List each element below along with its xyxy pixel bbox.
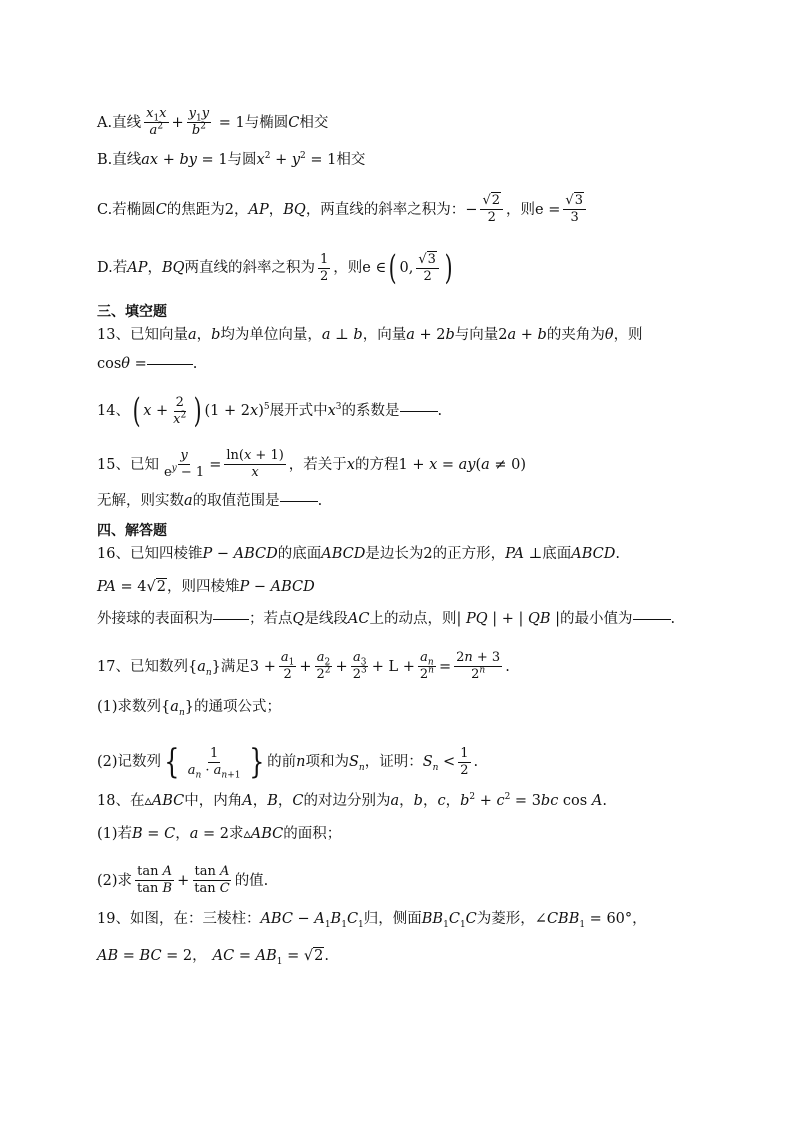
text: 18、在 <box>97 793 145 809</box>
text: . <box>670 611 676 627</box>
math: a + 2b <box>406 327 455 343</box>
math: ax + by = 1 <box>141 152 228 168</box>
text: 的取值范围是 <box>192 493 280 509</box>
math: cosθ = <box>97 356 147 372</box>
text: . <box>602 793 607 809</box>
math: e ∈ <box>362 260 387 276</box>
text: (1)求数列 <box>97 699 162 715</box>
fraction: $\frac{2n + 3}{2^n}$ <box>456 650 501 682</box>
text: 的焦距为2， <box>166 201 249 218</box>
fraction: $\frac{\ln(x + 1)}{x}$ <box>226 448 284 480</box>
question-13-line2 <box>97 354 714 374</box>
math: } <box>248 742 264 782</box>
text: c <box>437 793 446 809</box>
fraction: $\frac{a_2}{2^2}$ <box>316 650 331 682</box>
question-18 <box>97 791 714 811</box>
math: ( <box>388 248 397 288</box>
math: ABC − $A_1B_1C_1$ <box>260 911 364 930</box>
math: AB = BC = 2， AC = $AB_1 = √2$ <box>97 948 324 967</box>
answer-blank[interactable] <box>147 364 193 365</box>
fraction: $\frac{2}{x^2}$ <box>173 394 187 427</box>
text: b <box>413 793 423 809</box>
text: ，则 <box>613 327 643 343</box>
math: = <box>209 456 222 473</box>
math: + <box>171 114 184 131</box>
math: $\{a_n\}$ <box>161 699 194 718</box>
option-d <box>97 248 714 288</box>
math: + <box>299 658 312 675</box>
fraction: $\frac{1}{2}$ <box>460 745 469 778</box>
math: $BB_1C_1C$ <box>421 911 477 930</box>
text: ，两直线的斜率之积为： <box>305 201 466 218</box>
text: 是边长为2的正方形， <box>365 546 506 562</box>
text: . <box>437 403 443 419</box>
question-18-part1 <box>97 824 714 844</box>
math: 1 + x = ay(a ≠ 0) <box>398 456 527 473</box>
math: $b^2 + c^2 = 3bc$ cos A <box>460 792 603 809</box>
math: ) <box>444 248 453 288</box>
text: 相交 <box>299 114 329 131</box>
text: ，向量 <box>362 327 407 343</box>
math: B = C <box>132 826 176 842</box>
section-heading: 四、解答题 <box>97 523 167 539</box>
math: { <box>164 742 180 782</box>
fraction: $\frac{√3}{3}$ <box>563 193 586 226</box>
text: 的夹角为 <box>546 327 605 343</box>
text: 上的动点，则 <box>369 611 457 627</box>
text: 相交 <box>336 152 366 168</box>
text: ，证明： <box>364 754 423 770</box>
option-d-label: D.若 <box>97 260 128 276</box>
text: a <box>390 793 400 809</box>
text: 两直线的斜率之积为 <box>184 260 315 276</box>
question-16-line2 <box>97 577 714 597</box>
math: PA = 4√2 <box>97 579 166 595</box>
text: Q <box>292 611 305 627</box>
question-15 <box>97 448 714 481</box>
text: . <box>317 493 323 509</box>
text: x <box>346 456 355 473</box>
text: 项和为 <box>305 754 349 770</box>
math: ( <box>132 391 141 431</box>
option-a-label: A.直线 <box>97 114 142 131</box>
text: ，则 <box>506 201 536 218</box>
text: 19、如图，在：三棱柱： <box>97 911 261 927</box>
question-17-part1 <box>97 697 714 717</box>
text: . <box>192 356 198 372</box>
text: ABCD <box>321 546 366 562</box>
question-17-part2 <box>97 742 714 782</box>
question-16-line3 <box>97 609 714 629</box>
text: 的底面 <box>277 546 322 562</box>
text: 13、已知向量 <box>97 327 188 343</box>
answer-blank[interactable] <box>400 411 438 412</box>
text: ；若点 <box>249 611 293 627</box>
text: n <box>296 754 306 770</box>
text: B <box>267 793 278 809</box>
text: ABCD <box>571 546 616 562</box>
math: + <box>335 658 348 675</box>
math: = 1 <box>214 114 245 131</box>
text: 与向量 <box>454 327 499 343</box>
text: 均为单位向量， <box>220 327 322 343</box>
text: 与椭圆 <box>244 114 289 131</box>
math: $x^2 + y^2 = 1$ <box>256 151 337 168</box>
math: ) <box>193 391 202 431</box>
question-15-line2 <box>97 491 714 511</box>
fraction: $\frac{a_3}{2^3}$ <box>352 650 367 682</box>
text: . <box>324 948 329 964</box>
text: A <box>242 793 253 809</box>
fraction: $\frac{1}{a_n \cdot a_{n+1}}$ <box>187 745 241 781</box>
math: $\angle CBB_1 = 60^\circ$， <box>534 911 647 930</box>
text: ， <box>422 793 438 809</box>
math: $S_n$ < <box>422 754 456 773</box>
math: P − ABCD <box>202 546 278 562</box>
math: $\{a_n\}$ <box>187 658 221 678</box>
text: (2)记数列 <box>97 754 162 770</box>
text: C <box>288 114 300 131</box>
text: ，若关于 <box>288 456 347 473</box>
text: (1)若 <box>97 826 133 842</box>
math: PA ⊥ <box>505 546 543 562</box>
text: ，则四棱雉 <box>166 579 240 595</box>
option-c-label: C.若椭圆 <box>97 201 156 218</box>
math: + L + <box>371 658 415 675</box>
fraction: $\frac{\text{tan A}}{\text{tan C}}$ <box>194 864 230 896</box>
text: (2)求 <box>97 872 133 889</box>
text: AP <box>248 201 269 218</box>
text: ， <box>147 260 162 276</box>
text: 为菱形， <box>476 911 535 927</box>
text: 17、已知数列 <box>97 658 188 675</box>
text: a <box>187 327 197 343</box>
option-b <box>97 150 714 170</box>
text: C <box>155 201 167 218</box>
text: 归，侧面 <box>363 911 422 927</box>
text: BQ <box>283 201 306 218</box>
fraction: $\frac{y_1y}{b^2}$ <box>188 106 210 138</box>
text: 底面 <box>542 546 572 562</box>
text: 的系数是 <box>341 403 400 419</box>
math: P − ABCD <box>239 579 315 595</box>
math: a = 2 <box>189 826 229 842</box>
text: 的通项公式； <box>193 699 281 715</box>
text: . <box>615 546 620 562</box>
text: 的对边分别为 <box>303 793 391 809</box>
math: 3 + <box>249 658 276 675</box>
text: 的面积； <box>283 826 342 842</box>
text: 求 <box>228 826 244 842</box>
question-19 <box>97 909 714 929</box>
text: a <box>184 493 193 509</box>
text: ， <box>196 327 212 343</box>
option-c <box>97 193 714 226</box>
text: ， <box>399 793 414 809</box>
answer-blank[interactable] <box>280 501 318 502</box>
text: ， <box>445 793 461 809</box>
option-a <box>97 106 714 139</box>
fraction: $\frac{y}{e^y - 1}$ <box>163 448 205 480</box>
question-16 <box>97 544 714 564</box>
text: 满足 <box>220 658 250 675</box>
math: θ <box>604 327 614 343</box>
text: 与圆 <box>227 152 257 168</box>
text: 15、已知 <box>97 456 159 473</box>
math: | PQ | + | QB | <box>456 611 561 627</box>
text: ， <box>175 826 190 842</box>
text: AP <box>127 260 148 276</box>
math: + <box>177 872 190 889</box>
math: = <box>438 658 452 675</box>
text: b <box>211 327 221 343</box>
text: 14、 <box>97 403 130 419</box>
text: 外接球的表面积为 <box>97 611 213 627</box>
answer-blank[interactable] <box>633 619 671 620</box>
question-19-line2 <box>97 946 714 966</box>
text: 的前 <box>267 754 297 770</box>
text: ， <box>252 793 268 809</box>
math: . <box>505 658 510 675</box>
section-heading: 三、填空题 <box>97 304 167 320</box>
math: a ⊥ b <box>321 327 363 343</box>
question-18-part2 <box>97 864 714 897</box>
question-13 <box>97 325 714 345</box>
text: ， <box>277 793 293 809</box>
question-17 <box>97 650 714 683</box>
text: 16、已知四棱锥 <box>97 546 203 562</box>
text: 的方程 <box>354 456 399 473</box>
math: 0, <box>399 260 414 276</box>
text: 的最小值为 <box>560 611 633 627</box>
math: ▵ABC <box>243 826 284 842</box>
fraction: $\frac{a_1}{2}$ <box>280 650 295 682</box>
math: $S_n$ <box>348 754 365 773</box>
answer-blank[interactable] <box>213 619 249 620</box>
math: $(1 + 2x)^5$ <box>204 402 270 419</box>
text: 无解，则实数 <box>97 493 184 509</box>
text: C <box>292 793 304 809</box>
math: ▵ABC <box>144 793 185 809</box>
text: 是线段 <box>304 611 348 627</box>
question-14 <box>97 391 714 431</box>
option-b-label: B.直线 <box>97 152 142 168</box>
text: AC <box>347 611 370 627</box>
math: 2a + b <box>498 327 547 343</box>
text: 的值. <box>234 872 269 889</box>
text: 展开式中 <box>269 403 328 419</box>
text: BQ <box>161 260 185 276</box>
text: 中，内角 <box>184 793 243 809</box>
math: − <box>465 201 478 218</box>
fraction: $\frac{\text{tan A}}{\text{tan B}}$ <box>137 864 173 896</box>
math: x + <box>143 403 169 419</box>
fraction: $\frac{a_n}{2^n}$ <box>419 650 434 682</box>
math: e = <box>535 201 561 218</box>
fraction: $\frac{x_1x}{a^2}$ <box>146 106 167 138</box>
fraction: $\frac{1}{2}$ <box>320 251 329 284</box>
text: ，则 <box>333 260 363 276</box>
text: ， <box>268 201 284 218</box>
fraction: $\frac{√3}{2}$ <box>416 252 439 285</box>
fraction: $\frac{√2}{2}$ <box>480 193 503 226</box>
text: . <box>473 754 479 770</box>
math: $x^3$ <box>327 402 342 419</box>
